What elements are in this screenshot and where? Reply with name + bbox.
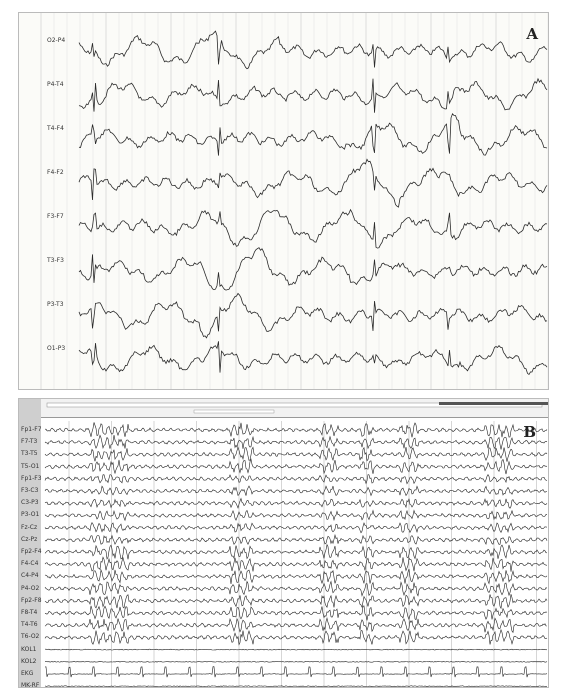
eeg-panel-b — [18, 398, 549, 688]
channel-label: T6-O2 — [21, 633, 40, 641]
eeg-trace — [79, 210, 547, 248]
eeg-trace — [45, 486, 547, 496]
channel-label: P4-O2 — [21, 584, 40, 592]
channel-label: Cz-Pz — [21, 535, 38, 543]
eeg-trace — [45, 475, 547, 484]
channel-label: EKG — [21, 670, 34, 677]
channel-label: P4-T4 — [47, 81, 64, 88]
channel-label: T5-O1 — [21, 462, 40, 470]
eeg-trace — [45, 435, 547, 449]
channel-label: F3-C3 — [21, 487, 39, 494]
channel-label: KOL2 — [21, 657, 37, 665]
channel-label: F7-T3 — [21, 438, 38, 446]
scroll-thumb — [194, 410, 274, 413]
channel-label: T4-T6 — [21, 621, 38, 629]
channel-label: C3-P3 — [21, 499, 39, 507]
channel-label: Fp2-F8 — [21, 596, 42, 604]
eeg-traces-b — [19, 399, 549, 688]
eeg-trace — [79, 114, 547, 156]
panel-b-label: B — [523, 423, 536, 441]
eeg-trace — [79, 159, 547, 207]
eeg-trace — [45, 523, 547, 533]
channel-label: P3-T3 — [47, 301, 64, 308]
channel-label: F8-T4 — [21, 609, 38, 616]
eeg-panel-a — [18, 12, 549, 390]
channel-label: Fp1-F3 — [21, 474, 42, 482]
eeg-trace — [45, 545, 547, 560]
eeg-trace — [79, 248, 547, 290]
channel-label: O1-P3 — [47, 345, 66, 352]
eeg-trace — [45, 582, 547, 596]
channel-label: T3-F3 — [47, 257, 64, 264]
eeg-trace — [45, 499, 547, 509]
eeg-traces-a — [19, 13, 549, 390]
channel-label: T4-F4 — [47, 125, 64, 132]
eeg-trace — [45, 422, 547, 437]
channel-label: KOL1 — [21, 645, 37, 653]
eeg-trace — [45, 649, 547, 650]
eeg-trace — [45, 606, 547, 621]
eeg-trace — [45, 630, 547, 645]
eeg-trace — [79, 293, 547, 337]
channel-label: Fp1-F7 — [21, 426, 42, 433]
eeg-trace — [45, 661, 547, 662]
eeg-trace — [45, 686, 547, 687]
eeg-trace — [45, 459, 547, 474]
channel-label: F4-C4 — [21, 560, 39, 568]
eeg-trace — [45, 447, 547, 462]
channel-label: T3-T5 — [21, 450, 38, 458]
eeg-trace — [79, 341, 547, 374]
channel-label: MK-RF — [21, 682, 40, 688]
eeg-trace — [45, 557, 547, 572]
channel-label: F4-F2 — [47, 169, 64, 176]
channel-label: Fz-Cz — [21, 523, 38, 531]
channel-label: Fp2-F4 — [21, 548, 42, 555]
channel-label: F3-F7 — [47, 213, 64, 220]
toolbar-indicator — [439, 402, 549, 405]
ekg-trace — [45, 667, 547, 678]
eeg-trace — [45, 535, 547, 544]
eeg-trace — [79, 31, 547, 69]
channel-label: P3-O1 — [21, 511, 40, 519]
panel-a-label: A — [526, 25, 538, 43]
channel-label: O2-P4 — [47, 37, 66, 44]
eeg-trace — [45, 594, 547, 608]
channel-label: C4-P4 — [21, 572, 39, 580]
eeg-trace — [45, 569, 547, 584]
eeg-trace — [45, 511, 547, 521]
eeg-trace — [45, 618, 547, 632]
eeg-trace — [79, 79, 547, 113]
